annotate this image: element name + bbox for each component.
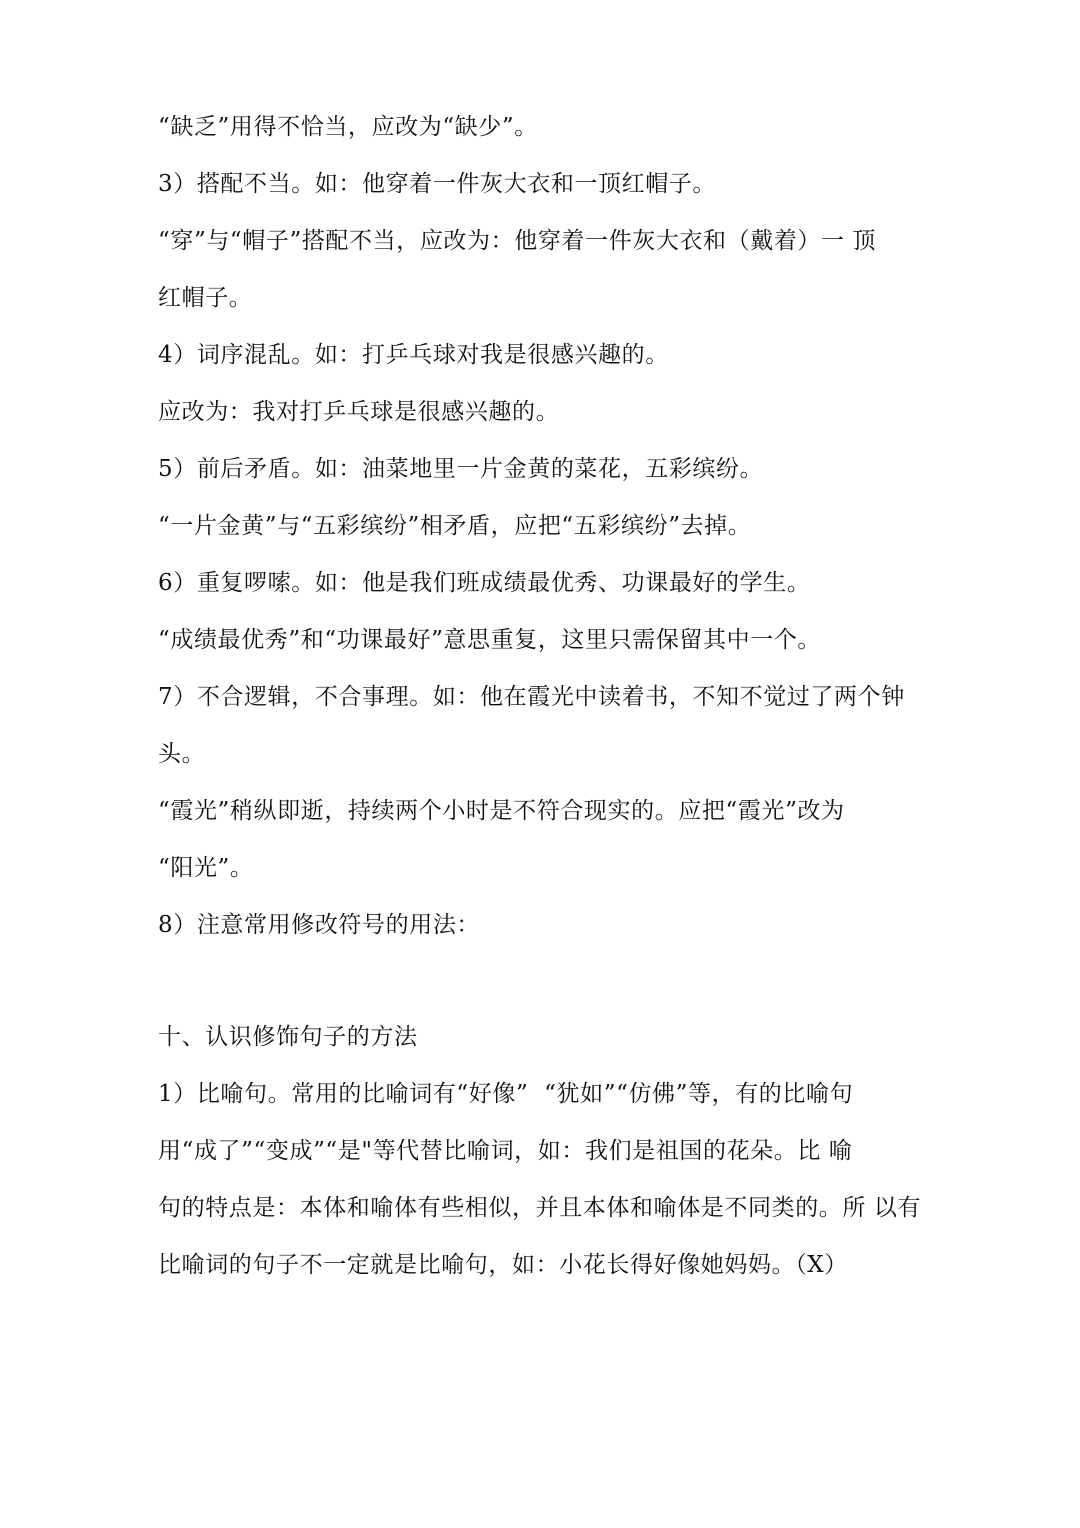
text-line: 7）不合逻辑，不合事理。如：他在霞光中读着书，不知不觉过了两个钟 (158, 684, 905, 710)
text-line: 应改为：我对打乒乓球是很感兴趣的。 (158, 399, 560, 425)
text-line: 1）比喻句。常用的比喻词有“好像” “犹如”“仿佛”等，有的比喻句 (158, 1081, 854, 1107)
text-line: “成绩最优秀”和“功课最好”意思重复，这里只需保留其中一个。 (158, 627, 822, 653)
section-heading: 十、认识修饰句子的方法 (158, 1024, 418, 1050)
text-line: 8）注意常用修改符号的用法： (158, 912, 481, 938)
text-line: 红帽子。 (158, 285, 253, 311)
text-line: “霞光”稍纵即逝，持续两个小时是不符合现实的。应把“霞光”改为 (158, 798, 845, 824)
text-line: “穿”与“帽子”搭配不当，应改为：他穿着一件灰大衣和（戴着）一 顶 (158, 228, 877, 254)
text-line: 用“成了”“变成”“是"等代替比喻词，如：我们是祖国的花朵。比 喻 (158, 1138, 853, 1164)
text-line: 头。 (158, 741, 206, 767)
text-line: “阳光”。 (158, 855, 254, 881)
text-line: 3）搭配不当。如：他穿着一件灰大衣和一顶红帽子。 (158, 171, 717, 197)
text-line: 5）前后矛盾。如：油菜地里一片金黄的菜花，五彩缤纷。 (158, 456, 764, 482)
text-line: 比喻词的句子不一定就是比喻句，如：小花长得好像她妈妈。（X） (158, 1252, 848, 1278)
text-line: 句的特点是：本体和喻体有些相似，并且本体和喻体是不同类的。所 以有 (158, 1195, 922, 1221)
text-line: “一片金黄”与“五彩缤纷”相矛盾，应把“五彩缤纷”去掉。 (158, 513, 752, 539)
text-line: “缺乏”用得不恰当，应改为“缺少”。 (158, 114, 538, 140)
text-line: 4）词序混乱。如：打乒乓球对我是很感兴趣的。 (158, 342, 669, 368)
text-line: 6）重复啰嗦。如：他是我们班成绩最优秀、功课最好的学生。 (158, 570, 811, 596)
